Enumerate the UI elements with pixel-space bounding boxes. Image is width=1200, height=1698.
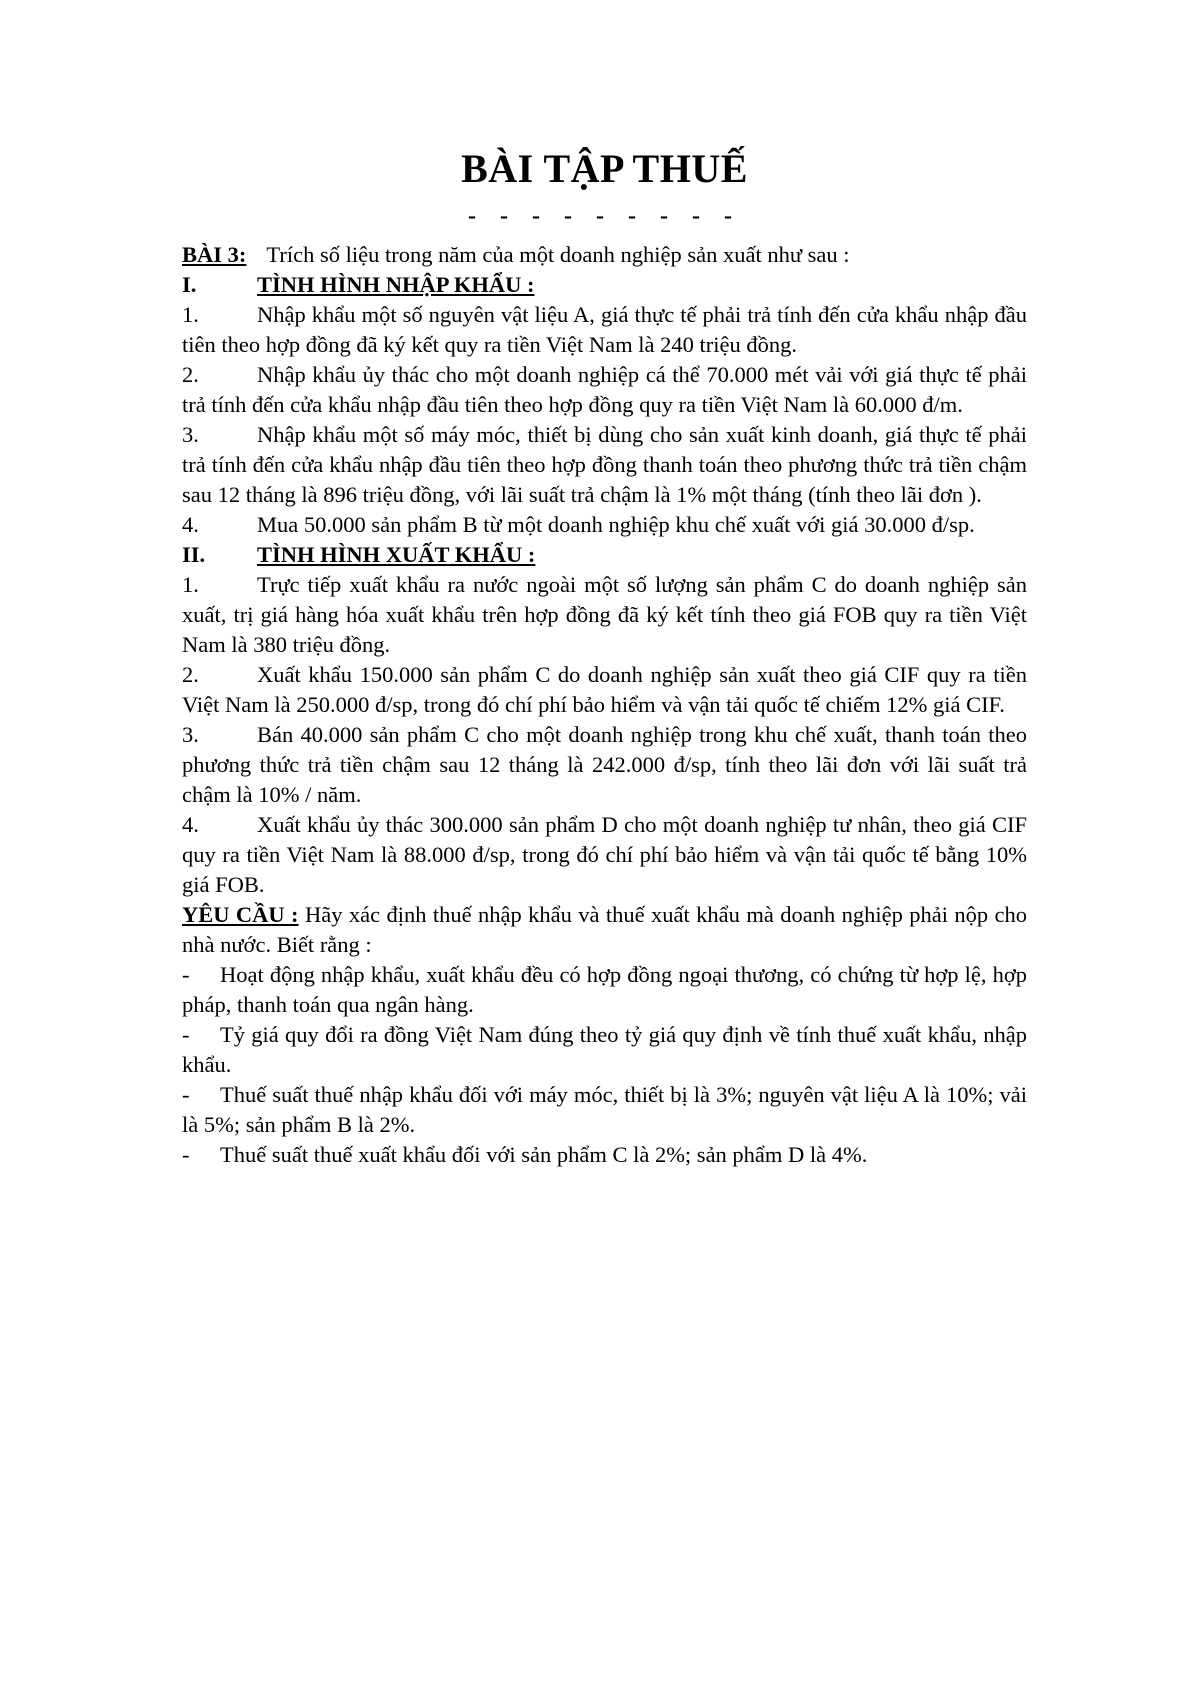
section-title: TÌNH HÌNH XUẤT KHẨU :	[257, 542, 536, 567]
item-text: Bán 40.000 sản phẩm C cho một doanh nghiệp trong khu chế xuất, thanh toán theo phương thức trả tiền chậm sau 12 tháng là 242.000 đ/sp, tính theo lãi đơn với lãi suất trả chậm là 10% / năm.	[182, 722, 1027, 807]
item-number: 3.	[182, 722, 199, 747]
list-item	[182, 660, 1027, 720]
list-item	[182, 810, 1027, 900]
item-number: 4.	[182, 812, 199, 837]
item-text: Xuất khẩu 150.000 sản phẩm C do doanh nghiệp sản xuất theo giá CIF quy ra tiền Việt Nam là 250.000 đ/sp, trong đó chí phí bảo hiểm và vận tải quốc tế chiếm 12% giá CIF.	[182, 662, 1027, 717]
item-text: Nhập khẩu ủy thác cho một doanh nghiệp cá thể 70.000 mét vải với giá thực tế phải trả tính đến cửa khẩu nhập đầu tiên theo hợp đồng quy ra tiền Việt Nam là 60.000 đ/m.	[182, 362, 1027, 417]
list-item	[182, 1020, 1027, 1080]
list-item	[182, 570, 1027, 660]
list-item	[182, 300, 1027, 360]
bullet-dash: -	[182, 1082, 190, 1107]
item-number: 4.	[182, 512, 199, 537]
exercise-label: BÀI 3:	[182, 242, 247, 267]
item-text: Nhập khẩu một số máy móc, thiết bị dùng cho sản xuất kinh doanh, giá thực tế phải trả tính đến cửa khẩu nhập đầu tiên theo hợp đồng thanh toán theo phương thức trả tiền chậm sau 12 tháng là 896 triệu đồng, với lãi suất trả chậm là 1% một tháng (tính theo lãi đơn ).	[182, 422, 1027, 507]
bullet-text: Tỷ giá quy đổi ra đồng Việt Nam đúng theo tỷ giá quy định về tính thuế xuất khẩu, nhập khẩu.	[182, 1022, 1027, 1077]
item-number: 1.	[182, 302, 199, 327]
section-heading-export	[182, 540, 1027, 570]
bullet-dash: -	[182, 1022, 190, 1047]
item-number: 2.	[182, 362, 199, 387]
list-item	[182, 1080, 1027, 1140]
requirement-text: Hãy xác định thuế nhập khẩu và thuế xuất khẩu mà doanh nghiệp phải nộp cho nhà nước. Biết rằng :	[182, 902, 1027, 957]
requirement-paragraph	[182, 900, 1027, 960]
item-number: 2.	[182, 662, 199, 687]
item-text: Nhập khẩu một số nguyên vật liệu A, giá thực tế phải trả tính đến cửa khẩu nhập đầu tiên theo hợp đồng đã ký kết quy ra tiền Việt Nam là 240 triệu đồng.	[182, 302, 1027, 357]
exercise-intro	[182, 240, 1027, 270]
section-title: TÌNH HÌNH NHẬP KHẨU :	[257, 272, 535, 297]
document-title: BÀI TẬP THUẾ	[461, 146, 748, 191]
bullet-text: Thuế suất thuế nhập khẩu đối với máy móc, thiết bị là 3%; nguyên vật liệu A là 10%; vải là 5%; sản phẩm B là 2%.	[182, 1082, 1027, 1137]
exercise-intro-text: Trích số liệu trong năm của một doanh nghiệp sản xuất như sau :	[266, 242, 850, 267]
list-item	[182, 420, 1027, 510]
bullet-dash: -	[182, 1142, 190, 1167]
list-item	[182, 960, 1027, 1020]
list-item	[182, 510, 1027, 540]
requirement-label: YÊU CẦU :	[182, 902, 299, 927]
item-text: Xuất khẩu ủy thác 300.000 sản phẩm D cho một doanh nghiệp tư nhân, theo giá CIF quy ra tiền Việt Nam là 88.000 đ/sp, trong đó chí phí bảo hiểm và vận tải quốc tế bằng 10% giá FOB.	[182, 812, 1027, 897]
item-text: Trực tiếp xuất khẩu ra nước ngoài một số lượng sản phẩm C do doanh nghiệp sản xuất, trị giá hàng hóa xuất khẩu trên hợp đồng đã ký kết tính theo giá FOB quy ra tiền Việt Nam là 380 triệu đồng.	[182, 572, 1027, 657]
bullet-text: Thuế suất thuế xuất khẩu đối với sản phẩm C là 2%; sản phẩm D là 4%.	[220, 1142, 868, 1167]
title-divider: - - - - - - - - -	[468, 203, 741, 229]
section-number: II.	[182, 542, 206, 567]
bullet-text: Hoạt động nhập khẩu, xuất khẩu đều có hợp đồng ngoại thương, có chứng từ hợp lệ, hợp pháp, thanh toán qua ngân hàng.	[182, 962, 1027, 1017]
item-number: 3.	[182, 422, 199, 447]
document-body	[182, 240, 1027, 1170]
section-number: I.	[182, 272, 197, 297]
item-text: Mua 50.000 sản phẩm B từ một doanh nghiệp khu chế xuất với giá 30.000 đ/sp.	[257, 512, 975, 537]
list-item	[182, 720, 1027, 810]
item-number: 1.	[182, 572, 199, 597]
list-item	[182, 1140, 1027, 1170]
section-heading-import	[182, 270, 1027, 300]
bullet-dash: -	[182, 962, 190, 987]
list-item	[182, 360, 1027, 420]
